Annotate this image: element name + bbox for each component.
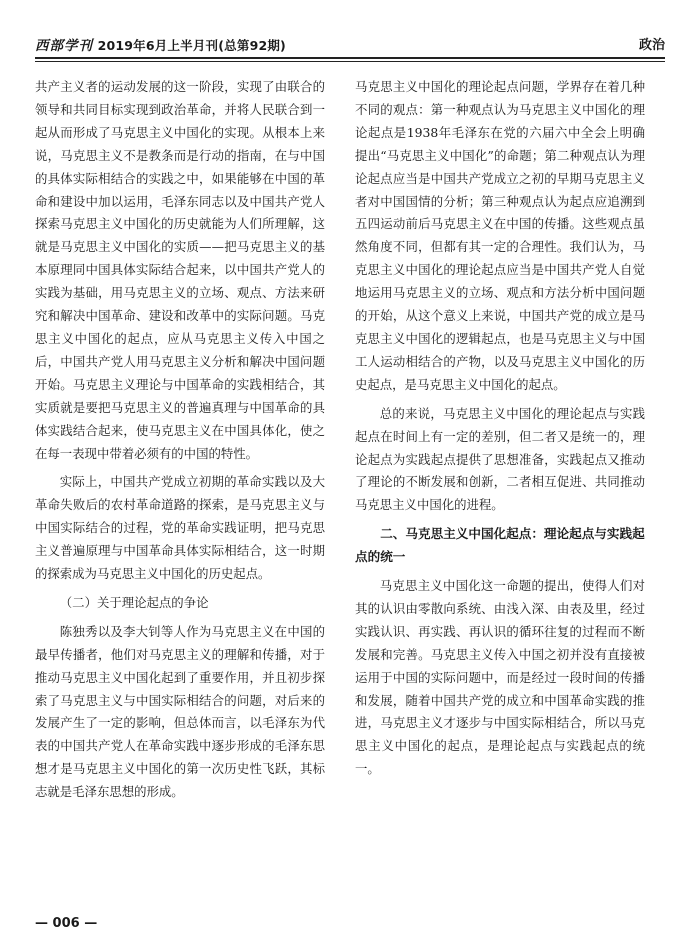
page-number: — 006 — xyxy=(35,916,98,931)
issue-info: 2019年6月上半月刊(总第92期) xyxy=(97,38,286,53)
body-paragraph: 马克思主义中国化的理论起点问题，学界存在着几种不同的观点：第一种观点认为马克思主义中国化的理论起点是1938年毛泽东在党的六届六中全会上明确提出“马克思主义中国化”的命题；第二种观点认为理论起点应当是中国共产党成立之初的早期马克思主义者对中国国情的分析；第三种观点认为起点应追溯到五四运动前后马克思主义在中国的传播。这些观点虽然角度不同，但都有其一定的合理性。我们认为，马克思主义中国化的理论起点应当是中国共产党人自觉地运用马克思主义的立场、观点和方法分析中国问题的开始，从这个意义上来说，中国共产党的成立是马克思主义中国化的逻辑起点，也是马克思主义与中国工人运动相结合的产物，以及马克思主义中国化的历史起点，是马克思主义中国化的起点。 xyxy=(355,79,645,392)
sub-heading: （二）关于理论起点的争论 xyxy=(59,594,209,610)
body-paragraph: 陈独秀以及李大钊等人作为马克思主义在中国的最早传播者，他们对马克思主义的理解和传播，对于推动马克思主义中国化起到了重要作用，并且初步探索了马克思主义与中国实际相结合的问题，对后来的发展产生了一定的影响，但总体而言，以毛泽东为代表的中国共产党人在革命实践中逐步形成的毛泽东思想才是马克思主义中国化的第一次历史性飞跃，其标志就是毛泽东思想的形成。 xyxy=(35,623,325,800)
section-name: 政治 xyxy=(638,38,665,53)
section-heading: 二、马克思主义中国化起点：理论起点与实践起点的统一 xyxy=(355,526,645,565)
page-header xyxy=(35,30,665,64)
header-rule xyxy=(35,57,665,59)
right-column xyxy=(355,76,645,896)
body-paragraph: 实际上，中国共产党成立初期的革命实践以及大革命失败后的农村革命道路的探索，是马克思主义与中国实际结合的过程，党的革命实践证明，把马克思主义普遍原理与中国革命具体实际相结合，这一时期的探索成为马克思主义中国化的历史起点。 xyxy=(35,474,325,582)
body-paragraph: 共产主义者的运动发展的这一阶段，实现了由联合的领导和共同目标实现到政治革命，并将人民联合到一起从而形成了马克思主义中国化的实现。从根本上来说，马克思主义不是教条而是行动的指南，在与中国的具体实际相结合的实践之中，如果能够在中国的革命和建设中加以运用，毛泽东同志以及中国共产党人探索马克思主义中国化的历史就能为人们所理解，这就是马克思主义中国化的实质——把马克思主义的基本原理同中国具体实际结合起来，以中国共产党人的实践为基础，用马克思主义的立场、观点、方法来研究和解决中国革命、建设和改革中的实际问题。马克思主义中国化的起点，应从马克思主义传入中国之后，中国共产党人用马克思主义分析和解决中国问题开始。马克思主义理论与中国革命的实践相结合，其实质就是要把马克思主义的普遍真理与中国革命的具体实践结合起来，使马克思主义在中国具体化，使之在每一表现中带着必须有的中国的特性。 xyxy=(35,79,325,461)
body-paragraph: 马克思主义中国化这一命题的提出，使得人们对其的认识由零散向系统、由浅入深、由表及里，经过实践认识、再实践、再认识的循环往复的过程而不断发展和完善。马克思主义传入中国之初并没有直接被运用于中国的实际问题中，而是经过一段时间的传播和发展，随着中国共产党的成立和中国革命实践的推进，马克思主义才逐步与中国实际相结合，所以马克思主义中国化的起点，是理论起点与实践起点的统一。 xyxy=(355,578,645,777)
journal-name: 西部学刊 xyxy=(35,38,93,54)
header-rule-thin xyxy=(35,61,665,62)
article-body xyxy=(35,76,665,896)
journal-issue-line xyxy=(35,34,286,54)
body-paragraph: 总的来说，马克思主义中国化的理论起点与实践起点在时间上有一定的差别，但二者又是统一的，理论起点为实践起点提供了思想准备，实践起点又推动了理论的不断发展和创新，二者相互促进、共同推动马克思主义中国化的进程。 xyxy=(355,405,645,513)
left-column xyxy=(35,76,325,896)
